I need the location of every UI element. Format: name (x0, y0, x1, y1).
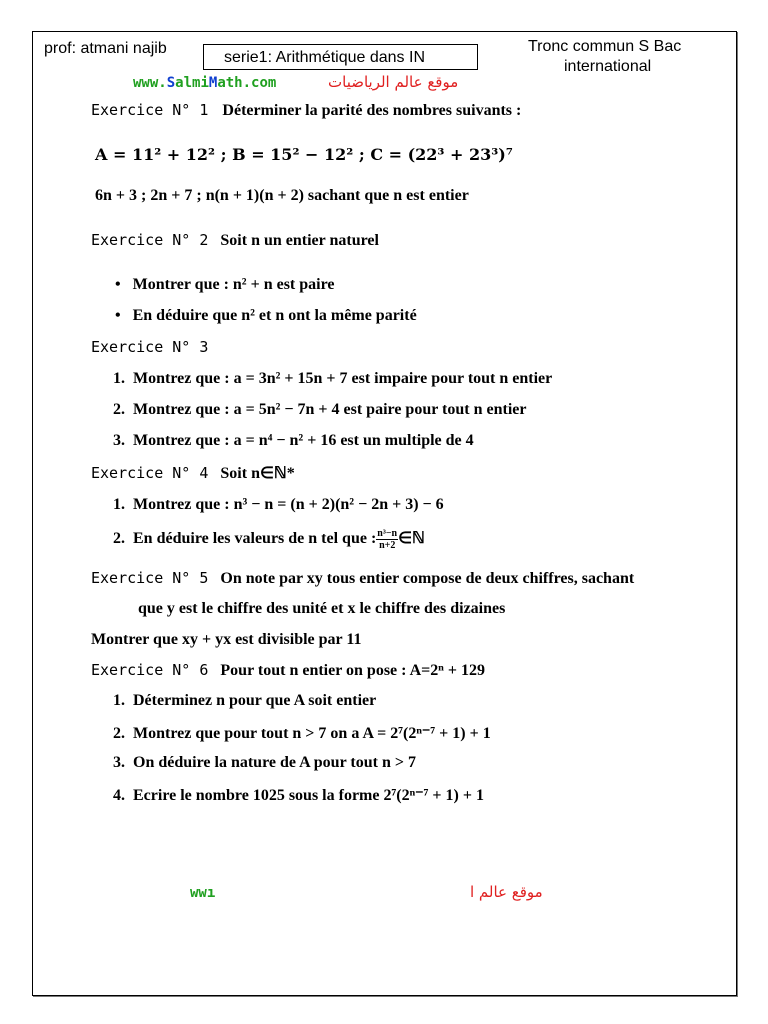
exercise-statement: Soit n un entier naturel (220, 232, 379, 249)
ex2-bullet-1: • Montrer que : n² + n est paire (115, 276, 335, 293)
exercise-statement: Pour tout n entier on pose : A=2ⁿ + 129 (220, 662, 485, 679)
ex6-item-2: 2. Montrez que pour tout n > 7 on a A = 2⁷(2ⁿ⁻⁷ + 1) + 1 (113, 725, 491, 742)
exercise-2 (91, 231, 379, 250)
exercise-statement: On note par xy tous entier compose de deux chiffres, sachant (220, 570, 635, 587)
ex4-item-1: 1. Montrez que : n³ − n = (n + 2)(n² − 2n + 3) − 6 (113, 496, 444, 513)
ex3-item-3: 3. Montrez que : a = n⁴ − n² + 16 est un multiple de 4 (113, 432, 474, 449)
exercise-statement: Soit n∈ℕ* (220, 465, 295, 482)
exercise-label: Exercice N° 6 (91, 661, 209, 679)
exercise-label: Exercice N° 5 (91, 569, 209, 587)
ex6-item-4: 4. Ecrire le nombre 1025 sous la forme 2⁷(2ⁿ⁻⁷ + 1) + 1 (113, 787, 484, 804)
author-label: prof: atmani najib (44, 40, 167, 57)
exercise-5 (91, 569, 634, 588)
ex6-item-1: 1. Déterminez n pour que A soit entier (113, 692, 377, 709)
fraction: $\frac{\text{n³−n}}{n+2}$ (377, 528, 398, 551)
exercise-4 (91, 463, 295, 483)
site-arabic-name: موقع عالم الرياضيات (328, 73, 459, 91)
footer-site-url: wwı (190, 885, 216, 901)
exercise-statement: Déterminer la parité des nombres suivants : (222, 102, 522, 119)
ex6-item-3: 3. On déduire la nature de A pour tout n > 7 (113, 754, 416, 771)
ex4-item-2: 2. En déduire les valeurs de n tel que : $\frac{\text{n³−n}}{n+2}$ ∈ℕ (113, 528, 425, 551)
level-line1: Tronc commun S Bac (528, 38, 682, 55)
exercise-label: Exercice N° 4 (91, 464, 209, 482)
site-url[interactable]: www.SalmiMath.com (133, 75, 277, 91)
series-title: serie1: Arithmétique dans IN (203, 44, 478, 70)
exercise-6 (91, 661, 485, 680)
ex2-bullet-2: • En déduire que n² et n ont la même parité (115, 307, 417, 324)
exercise-1 (91, 101, 521, 120)
ex5-statement-cont: que y est le chiffre des unité et x le chiffre des dizaines (138, 600, 506, 617)
exercise-label: Exercice N° 2 (91, 231, 209, 249)
ex5-question: Montrer que xy + yx est divisible par 11 (91, 631, 362, 648)
footer-site-arabic: موقع عالم ا (470, 883, 543, 901)
exercise-label: Exercice N° 1 (91, 101, 209, 119)
ex3-item-1: 1. Montrez que : a = 3n² + 15n + 7 est impaire pour tout n entier (113, 370, 553, 387)
ex1-expressions-line: 6n + 3 ; 2n + 7 ; n(n + 1)(n + 2) sachant que n est entier (95, 187, 469, 204)
level-line2: international (564, 58, 652, 75)
exercise-3-label: Exercice N° 3 (91, 338, 209, 356)
ex1-numbers-line: A = 11² + 12² ; B = 15² − 12² ; C = (22³ + 23³)⁷ (95, 145, 513, 164)
ex3-item-2: 2. Montrez que : a = 5n² − 7n + 4 est paire pour tout n entier (113, 401, 527, 418)
